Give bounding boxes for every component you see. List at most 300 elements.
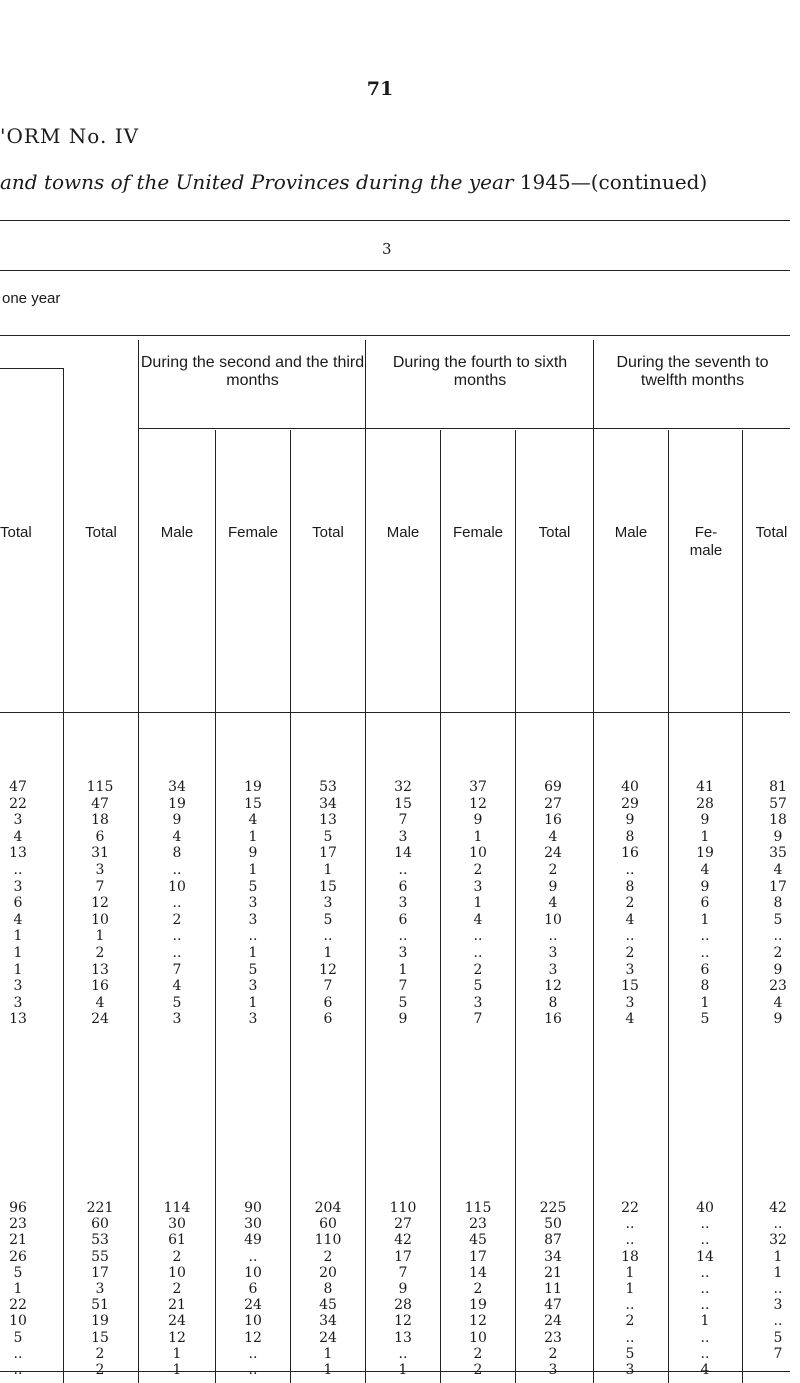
block1-cell: 4 [248,812,258,829]
block1-cell: 9 [773,828,783,845]
block2-cell: 30 [168,1216,186,1233]
block2-cell: 1 [13,1281,23,1297]
block1-cell: 2 [625,895,635,912]
block2-cell: .. [248,1248,258,1265]
block1-cell: 9 [473,812,483,829]
block1-cell: 22 [9,795,27,812]
block1-cell: 1 [398,961,408,978]
block1-cell: 29 [621,795,639,812]
block1-cell: 4 [773,862,783,878]
block2-cell: 204 [314,1200,342,1216]
block1-cell: 34 [168,779,186,795]
block1-cell: 3 [13,978,23,995]
block2-cell: 21 [9,1232,27,1249]
block1-cell: 16 [544,812,562,829]
block1-cell: .. [773,928,783,945]
block2-cell: 5 [773,1329,783,1346]
block2-cell: .. [700,1281,710,1297]
block1-cell: .. [700,928,710,945]
group-header-7-12-months: During the seventh to twelfth months [616,354,769,389]
col-header-total: Total [0,524,32,541]
block2-cell: 11 [544,1281,562,1297]
block2-cell: 87 [544,1232,562,1249]
block1-cell: 34 [319,795,337,812]
block2-cell: .. [248,1345,258,1362]
block1-cell: .. [172,945,182,961]
block1-cell: 9 [248,845,258,862]
block2-cell: 3 [625,1362,635,1378]
block2-cell: 61 [168,1232,186,1249]
block2-cell: 13 [394,1329,412,1346]
block2-cell: 2 [473,1362,483,1378]
block1-cell: 17 [319,845,337,862]
block2-cell: 90 [244,1200,262,1216]
block1-cell: 19 [168,795,186,812]
block1-cell: 12 [469,795,487,812]
col-divider [593,340,594,1383]
block1-cell: 10 [544,911,562,928]
block1-cell: 1 [13,945,23,961]
block1-cell: 5 [323,911,333,928]
block1-cell: 81 [769,779,787,795]
block1-cell: 13 [9,1011,27,1028]
block1-cell: 2 [473,961,483,978]
block1-cell: 4 [172,978,182,995]
block2-cell: .. [700,1297,710,1314]
block2-cell: .. [625,1329,635,1346]
block2-cell: 114 [163,1200,191,1216]
block1-cell: .. [548,928,558,945]
block2-cell: 225 [539,1200,567,1216]
rule-group [138,428,790,429]
block2-cell: 3 [548,1362,558,1378]
block2-cell: 22 [621,1200,639,1216]
block2-cell: 2 [473,1281,483,1297]
block1-cell: 3 [548,945,558,961]
block1-cell: 9 [700,812,710,829]
block2-cell: 7 [398,1264,408,1281]
block2-cell: 10 [168,1264,186,1281]
block1-cell: 17 [769,878,787,895]
block1-cell: 31 [91,845,109,862]
block2-cell: 5 [13,1329,23,1346]
col-header-total: Total [85,524,117,541]
block2-cell: .. [773,1313,783,1330]
block2-cell: .. [700,1232,710,1249]
block2-cell: 2 [323,1248,333,1265]
block1-cell: 13 [319,812,337,829]
block1-cell: 5 [172,994,182,1011]
block1-cell: 3 [548,961,558,978]
block2-cell: .. [248,1362,258,1378]
block1-cell: 4 [13,828,23,845]
block1-cell: 4 [700,862,710,878]
block2-cell: 2 [95,1345,105,1362]
rule-header-top [0,335,790,336]
block2-cell: 12 [394,1313,412,1330]
block1-cell: 19 [244,779,262,795]
block1-cell: 3 [248,895,258,912]
block2-cell: 12 [168,1329,186,1346]
block2-cell: 10 [244,1313,262,1330]
block2-cell: 2 [473,1345,483,1362]
col-header-total: Total [312,524,344,541]
block2-cell: 26 [9,1248,27,1265]
block2-cell: 5 [625,1345,635,1362]
col-divider [63,368,64,1383]
block2-cell: 10 [244,1264,262,1281]
block1-cell: 1 [323,862,333,878]
block2-cell: 30 [244,1216,262,1233]
form-label: 'ORM No. IV [0,124,140,148]
block2-cell: 23 [9,1216,27,1233]
block1-cell: 8 [773,895,783,912]
block2-cell: 17 [91,1264,109,1281]
block2-cell: 14 [469,1264,487,1281]
block1-cell: 7 [473,1011,483,1028]
block2-cell: 1 [323,1345,333,1362]
block1-cell: 5 [398,994,408,1011]
block2-cell: .. [625,1232,635,1249]
block1-cell: 4 [773,994,783,1011]
block1-cell: .. [625,928,635,945]
block2-cell: 8 [323,1281,333,1297]
block1-cell: 2 [625,945,635,961]
block1-cell: 4 [625,1011,635,1028]
block1-cell: 6 [95,828,105,845]
block2-cell: 32 [769,1232,787,1249]
block1-cell: 14 [394,845,412,862]
page-number: 71 [366,78,394,100]
block1-cell: 10 [91,911,109,928]
block2-cell: 1 [625,1264,635,1281]
block1-cell: 27 [544,795,562,812]
block2-cell: 10 [469,1329,487,1346]
block2-cell: 55 [91,1248,109,1265]
block1-cell: 35 [769,845,787,862]
block1-cell: 9 [773,961,783,978]
block1-cell: .. [473,945,483,961]
block1-cell: 3 [625,994,635,1011]
block1-cell: 1 [473,895,483,912]
block2-cell: 110 [314,1232,342,1249]
block1-cell: 3 [172,1011,182,1028]
block1-cell: .. [172,928,182,945]
section-number: 3 [382,240,392,258]
block1-cell: 12 [544,978,562,995]
rule-top [0,220,790,221]
block1-cell: 1 [248,828,258,845]
col-header-female: Fe- male [689,524,723,559]
block1-cell: 7 [323,978,333,995]
block1-cell: 16 [91,978,109,995]
col-header-female: Female [452,524,504,541]
block2-cell: .. [625,1216,635,1233]
block2-cell: 24 [244,1297,262,1314]
col-divider [440,430,441,1383]
block2-cell: 19 [91,1313,109,1330]
block2-cell: 2 [172,1248,182,1265]
block1-cell: 1 [323,945,333,961]
block2-cell: 34 [319,1313,337,1330]
block2-cell: 110 [389,1200,417,1216]
block1-cell: 9 [398,1011,408,1028]
block1-cell: .. [398,862,408,878]
block2-cell: 47 [544,1297,562,1314]
block1-cell: 3 [473,878,483,895]
block2-cell: 1 [625,1281,635,1297]
block1-cell: 3 [95,862,105,878]
block2-cell: 1 [700,1313,710,1330]
block1-cell: .. [398,928,408,945]
block1-cell: 1 [13,961,23,978]
block1-cell: 3 [248,1011,258,1028]
col-header-male: Male [386,524,420,541]
block1-cell: 2 [473,862,483,878]
block2-cell: 34 [544,1248,562,1265]
block1-cell: 5 [248,961,258,978]
block2-cell: 3 [95,1281,105,1297]
block2-cell: 27 [394,1216,412,1233]
block2-cell: .. [700,1345,710,1362]
block1-cell: 1 [248,994,258,1011]
block1-cell: 9 [548,878,558,895]
block1-cell: 5 [700,1011,710,1028]
block2-cell: 60 [319,1216,337,1233]
block2-cell: 15 [91,1329,109,1346]
block1-cell: 2 [548,862,558,878]
block2-cell: 12 [244,1329,262,1346]
block1-cell: 3 [625,961,635,978]
block1-cell: 5 [773,911,783,928]
block1-cell: 1 [248,945,258,961]
block2-cell: 4 [700,1362,710,1378]
block1-cell: 18 [769,812,787,829]
block2-cell: 221 [86,1200,114,1216]
block2-cell: .. [13,1345,23,1362]
block2-cell: 1 [172,1345,182,1362]
block1-cell: 57 [769,795,787,812]
block2-cell: 2 [172,1281,182,1297]
block1-cell: 12 [319,961,337,978]
block2-cell: 20 [319,1264,337,1281]
block2-cell: 51 [91,1297,109,1314]
block1-cell: .. [13,862,23,878]
col-divider [668,430,669,1383]
block1-cell: 9 [773,1011,783,1028]
block2-cell: 45 [469,1232,487,1249]
block2-cell: 23 [469,1216,487,1233]
block2-cell: 42 [769,1200,787,1216]
block1-cell: 2 [773,945,783,961]
block1-cell: 8 [172,845,182,862]
col-divider [742,430,743,1383]
block2-cell: 21 [544,1264,562,1281]
age-label: one year [2,290,61,307]
block1-cell: 4 [548,895,558,912]
block2-cell: 6 [248,1281,258,1297]
block2-cell: 45 [319,1297,337,1314]
rule-header-bottom [0,712,790,713]
block1-cell: 7 [398,812,408,829]
block1-cell: 1 [700,828,710,845]
block2-cell: 18 [621,1248,639,1265]
block2-cell: 53 [91,1232,109,1249]
block1-cell: 8 [625,828,635,845]
rule-bottom [0,1371,790,1372]
block2-cell: 12 [469,1313,487,1330]
block1-cell: 4 [172,828,182,845]
col-header-total: Total [755,524,788,541]
block1-cell: 4 [625,911,635,928]
block2-cell: 22 [9,1297,27,1314]
block1-cell: 8 [700,978,710,995]
block2-cell: 3 [773,1297,783,1314]
subtitle-italic: and towns of the United Provinces during the year [0,170,514,194]
block1-cell: .. [248,928,258,945]
block1-cell: 37 [469,779,487,795]
block1-cell: 6 [700,961,710,978]
block2-cell: .. [700,1264,710,1281]
block1-cell: 6 [323,994,333,1011]
block1-cell: 24 [544,845,562,862]
block1-cell: 15 [244,795,262,812]
block2-cell: 50 [544,1216,562,1233]
block1-cell: 13 [9,845,27,862]
col-divider [365,340,366,1383]
block1-cell: 1 [700,994,710,1011]
block2-cell: 14 [696,1248,714,1265]
col-header-female: Female [227,524,279,541]
block2-cell: 115 [464,1200,492,1216]
block2-cell: 21 [168,1297,186,1314]
block2-cell: 2 [625,1313,635,1330]
block2-cell: 17 [394,1248,412,1265]
block1-cell: 15 [319,878,337,895]
block1-cell: 10 [168,878,186,895]
block1-cell: 16 [621,845,639,862]
block1-cell: 9 [172,812,182,829]
block1-cell: 41 [696,779,714,795]
block1-cell: 2 [172,911,182,928]
block1-cell: 3 [473,994,483,1011]
block2-cell: .. [700,1329,710,1346]
block1-cell: 6 [13,895,23,912]
block2-cell: .. [398,1345,408,1362]
block1-cell: 7 [95,878,105,895]
rule-col [0,368,63,369]
block1-cell: 1 [473,828,483,845]
block1-cell: 1 [95,928,105,945]
block1-cell: 18 [91,812,109,829]
rule-section [0,270,790,271]
block1-cell: 19 [696,845,714,862]
block1-cell: 12 [91,895,109,912]
block1-cell: 32 [394,779,412,795]
block2-cell: 1 [773,1264,783,1281]
block1-cell: 7 [172,961,182,978]
block1-cell: 1 [700,911,710,928]
block2-cell: 9 [398,1281,408,1297]
block2-cell: .. [773,1281,783,1297]
col-divider [215,430,216,1383]
block1-cell: .. [323,928,333,945]
block2-cell: .. [13,1362,23,1378]
block1-cell: 3 [248,978,258,995]
group-header-4-6-months: During the fourth to sixth months [392,354,568,389]
block1-cell: 4 [95,994,105,1011]
col-header-male: Male [614,524,648,541]
block1-cell: 6 [398,878,408,895]
block2-cell: 10 [9,1313,27,1330]
block2-cell: 2 [95,1362,105,1378]
block1-cell: 1 [248,862,258,878]
block2-cell: 1 [172,1362,182,1378]
block1-cell: .. [172,862,182,878]
block2-cell: 40 [696,1200,714,1216]
block1-cell: 6 [700,895,710,912]
block1-cell: 4 [548,828,558,845]
block1-cell: 53 [319,779,337,795]
col-header-total: Total [538,524,571,541]
subtitle-year: 1945—(continued) [513,170,708,194]
block1-cell: 3 [323,895,333,912]
block1-cell: 3 [398,945,408,961]
block1-cell: 9 [625,812,635,829]
block2-cell: .. [700,1216,710,1233]
block1-cell: 15 [621,978,639,995]
col-divider [138,340,139,1383]
block2-cell: 7 [773,1345,783,1362]
block1-cell: 1 [13,928,23,945]
block1-cell: 6 [398,911,408,928]
block1-cell: .. [473,928,483,945]
block2-cell: 24 [544,1313,562,1330]
block2-cell: 1 [773,1248,783,1265]
block2-cell: 60 [91,1216,109,1233]
block2-cell: 1 [398,1362,408,1378]
block1-cell: 16 [544,1011,562,1028]
block1-cell: .. [625,862,635,878]
block2-cell: 28 [394,1297,412,1314]
block1-cell: 2 [95,945,105,961]
block1-cell: 15 [394,795,412,812]
block1-cell: 7 [398,978,408,995]
block1-cell: .. [172,895,182,912]
block1-cell: 40 [621,779,639,795]
block1-cell: 5 [473,978,483,995]
col-header-male: Male [160,524,194,541]
block2-cell: .. [625,1297,635,1314]
block1-cell: 47 [9,779,27,795]
block1-cell: 3 [398,895,408,912]
block2-cell: 19 [469,1297,487,1314]
block1-cell: 5 [323,828,333,845]
block2-cell: 96 [9,1200,27,1216]
block1-cell: 24 [91,1011,109,1028]
block1-cell: 6 [323,1011,333,1028]
block1-cell: 69 [544,779,562,795]
block2-cell: 23 [544,1329,562,1346]
block1-cell: 115 [86,779,114,795]
block1-cell: 4 [13,911,23,928]
group-header-2-3-months: During the second and the third months [140,354,365,389]
block1-cell: 3 [13,812,23,829]
block1-cell: 10 [469,845,487,862]
col-divider [515,430,516,1383]
block2-cell: .. [773,1216,783,1233]
block1-cell: 3 [13,994,23,1011]
